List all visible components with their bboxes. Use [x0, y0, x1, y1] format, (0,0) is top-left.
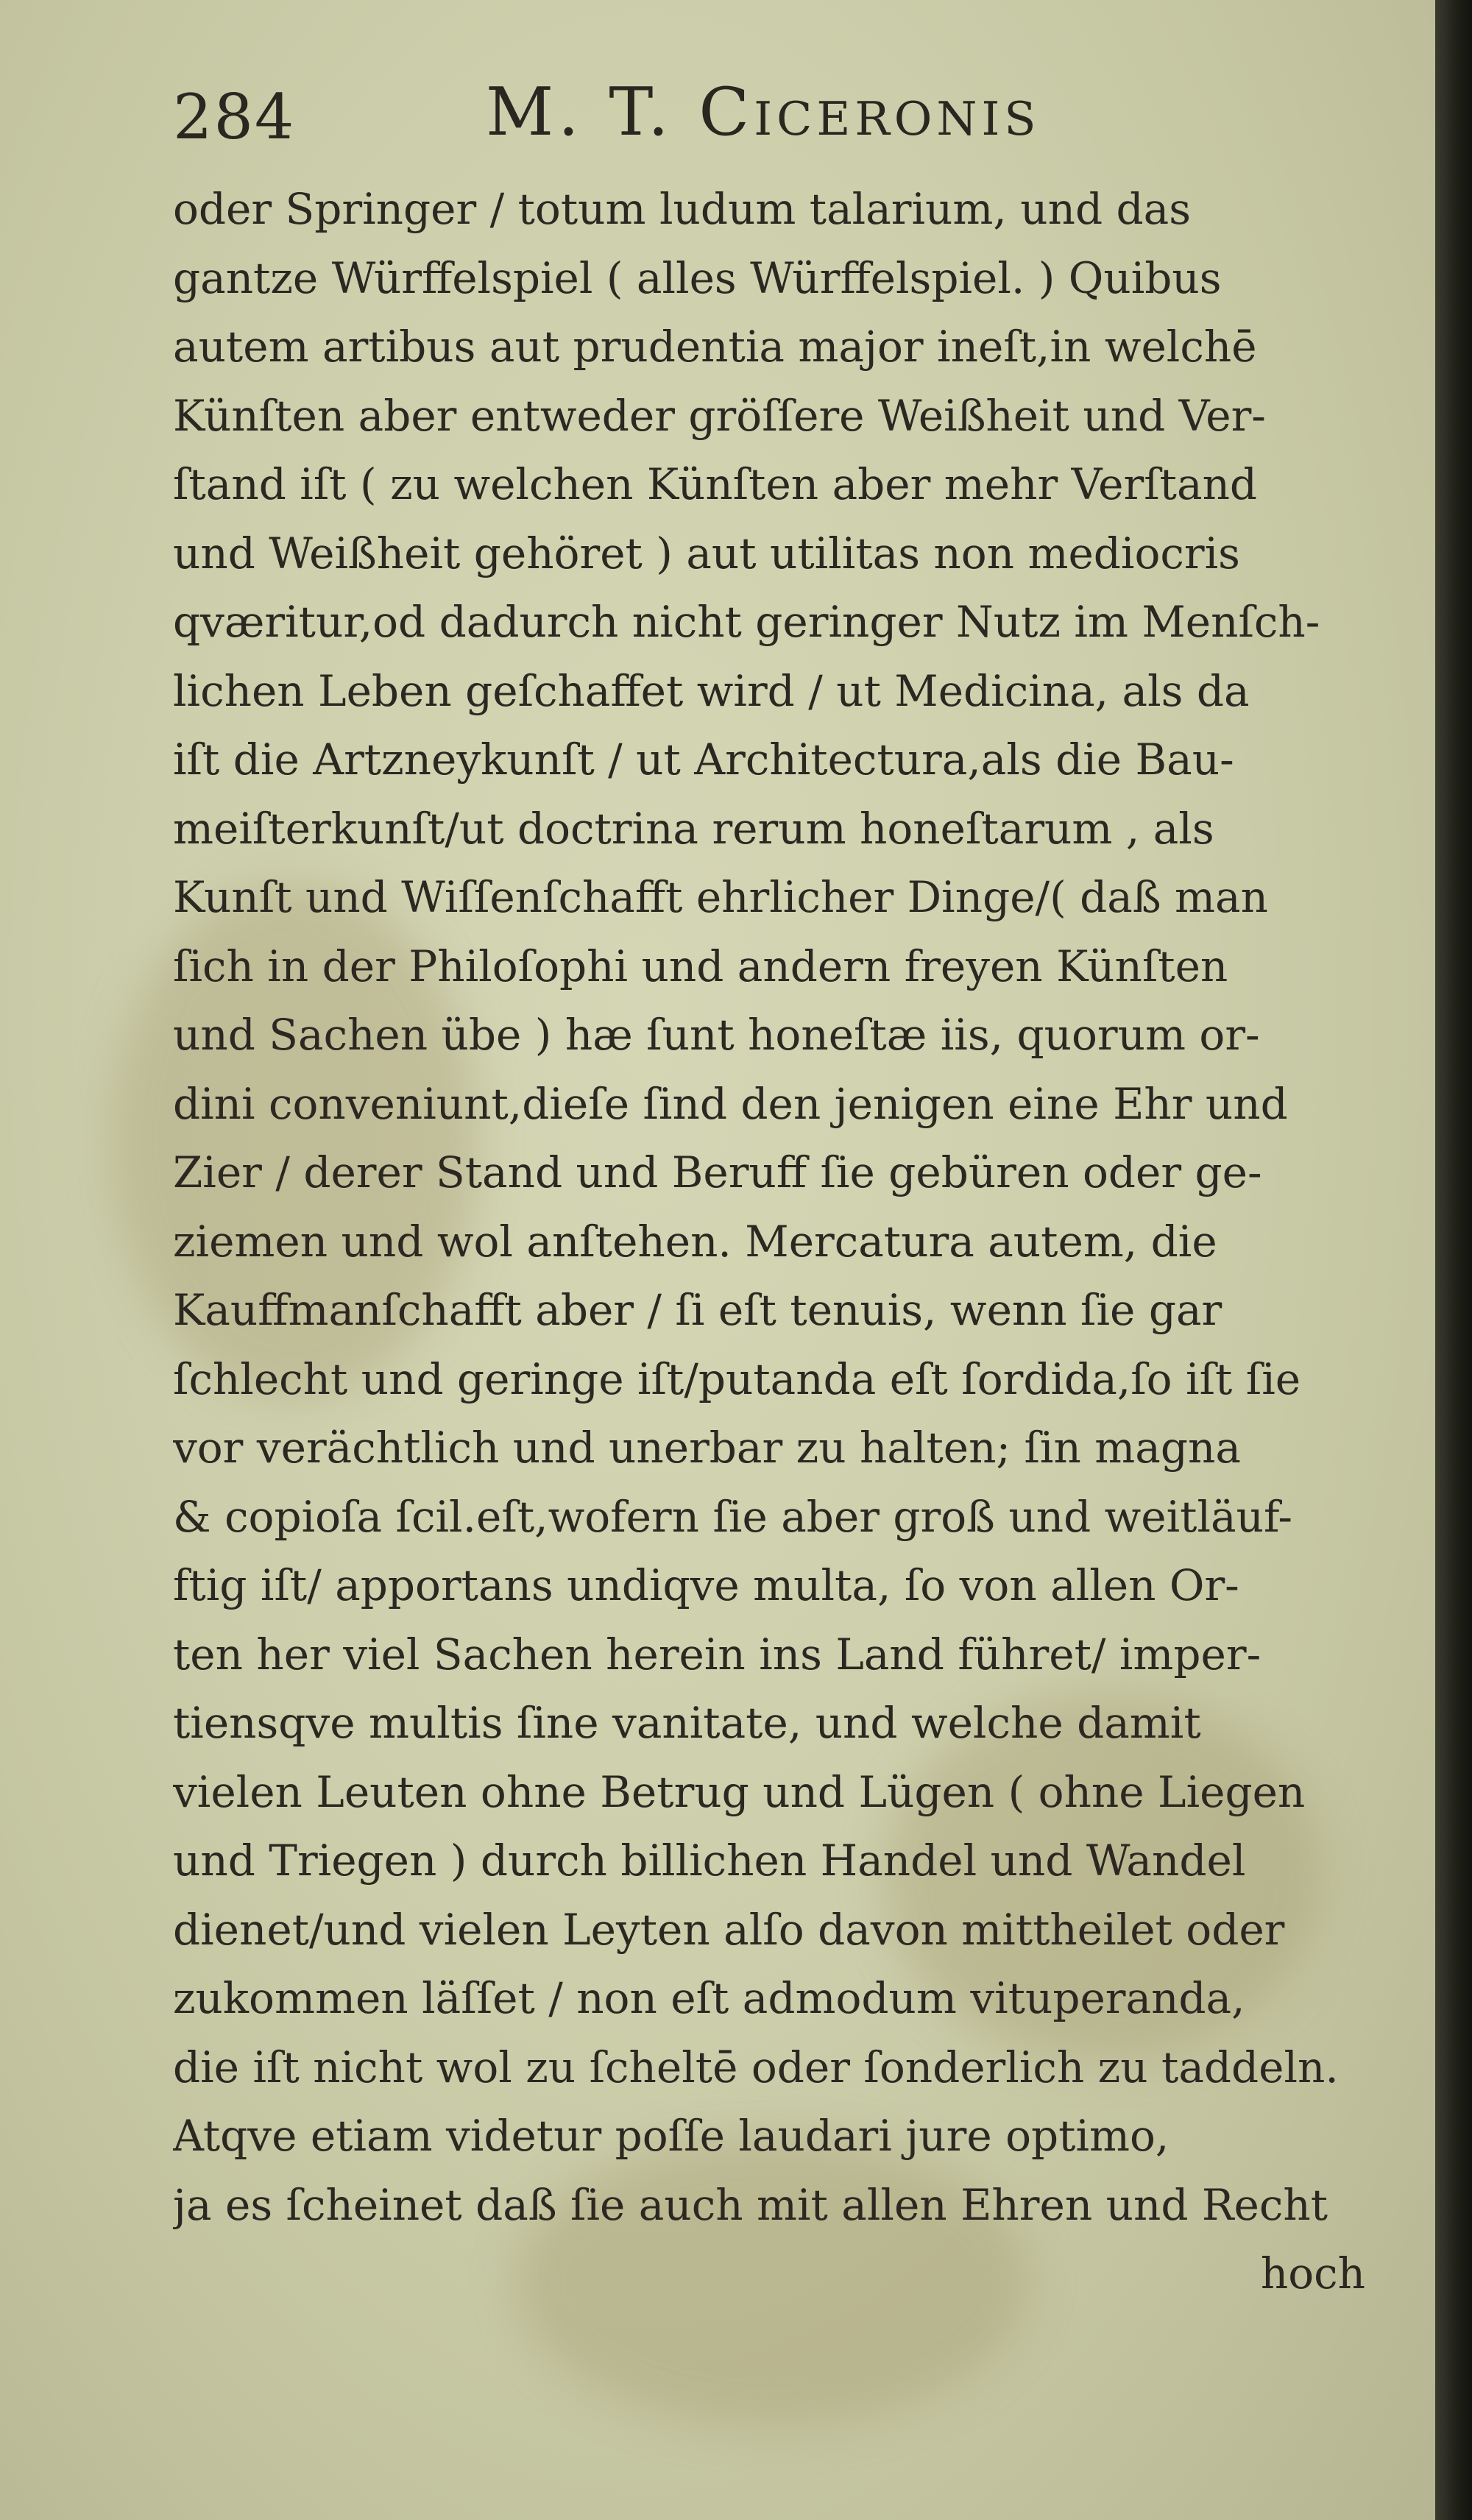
text-line: Kauffmanſchafft aber / ſi eſt tenuis, wenn ſie gar: [173, 1285, 1222, 1335]
text-line: ftig iſt/ apportans undiqve multa, ſo von allen Or-: [173, 1560, 1239, 1610]
text-line: vielen Leuten ohne Betrug und Lügen ( ohne Liegen: [173, 1766, 1306, 1817]
page-number: 284: [173, 81, 296, 153]
text-line: autem artibus aut prudentia major ineſt,in welchē: [173, 322, 1257, 372]
text-line: Atqve etiam videtur poſſe laudari jure optimo,: [173, 2111, 1170, 2161]
text-line: Zier / derer Stand und Beruff ſie gebüren oder ge-: [173, 1147, 1262, 1197]
text-line: und Weißheit gehöret ) aut utilitas non mediocris: [173, 528, 1240, 578]
text-line: ten her viel Sachen herein ins Land führet/ imper-: [173, 1629, 1262, 1680]
text-line: oder Springer / totum ludum talarium, und das: [173, 184, 1192, 234]
text-line: ſich in der Philoſophi und andern freyen Künſten: [173, 941, 1228, 991]
text-line: qværitur,od dadurch nicht geringer Nutz im Menſch-: [173, 597, 1320, 647]
text-line: dini conveniunt,dieſe ſind den jenigen eine Ehr und: [173, 1078, 1288, 1129]
text-line: & copioſa ſcil.eſt,wofern ſie aber groß und weitläuf-: [173, 1491, 1292, 1542]
text-line: die iſt nicht wol zu ſcheltē oder ſonderlich zu taddeln.: [173, 2042, 1339, 2092]
text-line: dienet/und vielen Leyten alſo davon mittheilet oder: [173, 1904, 1285, 1955]
text-line: Künſten aber entweder gröſſere Weißheit und Ver-: [173, 390, 1266, 441]
text-line: meiſterkunſt/ut doctrina rerum honeſtarum , als: [173, 803, 1214, 854]
text-line: lichen Leben geſchaffet wird / ut Medicina, als da: [173, 665, 1250, 716]
text-line: zukommen läſſet / non eſt admodum vituperanda,: [173, 1973, 1245, 2023]
text-line: Kunſt und Wiſſenſchafft ehrlicher Dinge/( daß man: [173, 872, 1268, 922]
text-line: vor verächtlich und unerbar zu halten; ſin magna: [173, 1423, 1241, 1473]
text-line: und Sachen übe ) hæ ſunt honeſtæ iis, quorum or-: [173, 1010, 1260, 1060]
text-line: und Triegen ) durch billichen Handel und Wandel: [173, 1836, 1246, 1886]
running-head: M. T. Ciceronis: [486, 74, 1041, 151]
text-line: ja es ſcheinet daß ſie auch mit allen Ehren und Recht: [173, 2179, 1328, 2230]
text-line: iſt die Artzneykunſt / ut Architectura,als die Bau-: [173, 735, 1234, 785]
body-text: [173, 175, 1365, 2309]
text-line: tiensqve multis ſine vanitate, und welche damit: [173, 1698, 1201, 1748]
text-line: gantze Würffelspiel ( alles Würffelspiel. ) Quibus: [173, 252, 1222, 303]
book-spine-shadow: [1435, 0, 1472, 2520]
text-line: ziemen und wol anſtehen. Mercatura autem, die: [173, 1216, 1217, 1267]
catchword: hoch: [1260, 2248, 1365, 2298]
text-line: ſtand iſt ( zu welchen Künſten aber mehr Verſtand: [173, 459, 1258, 509]
text-line: ſchlecht und geringe iſt/putanda eſt ſordida,ſo iſt ſie: [173, 1353, 1301, 1404]
